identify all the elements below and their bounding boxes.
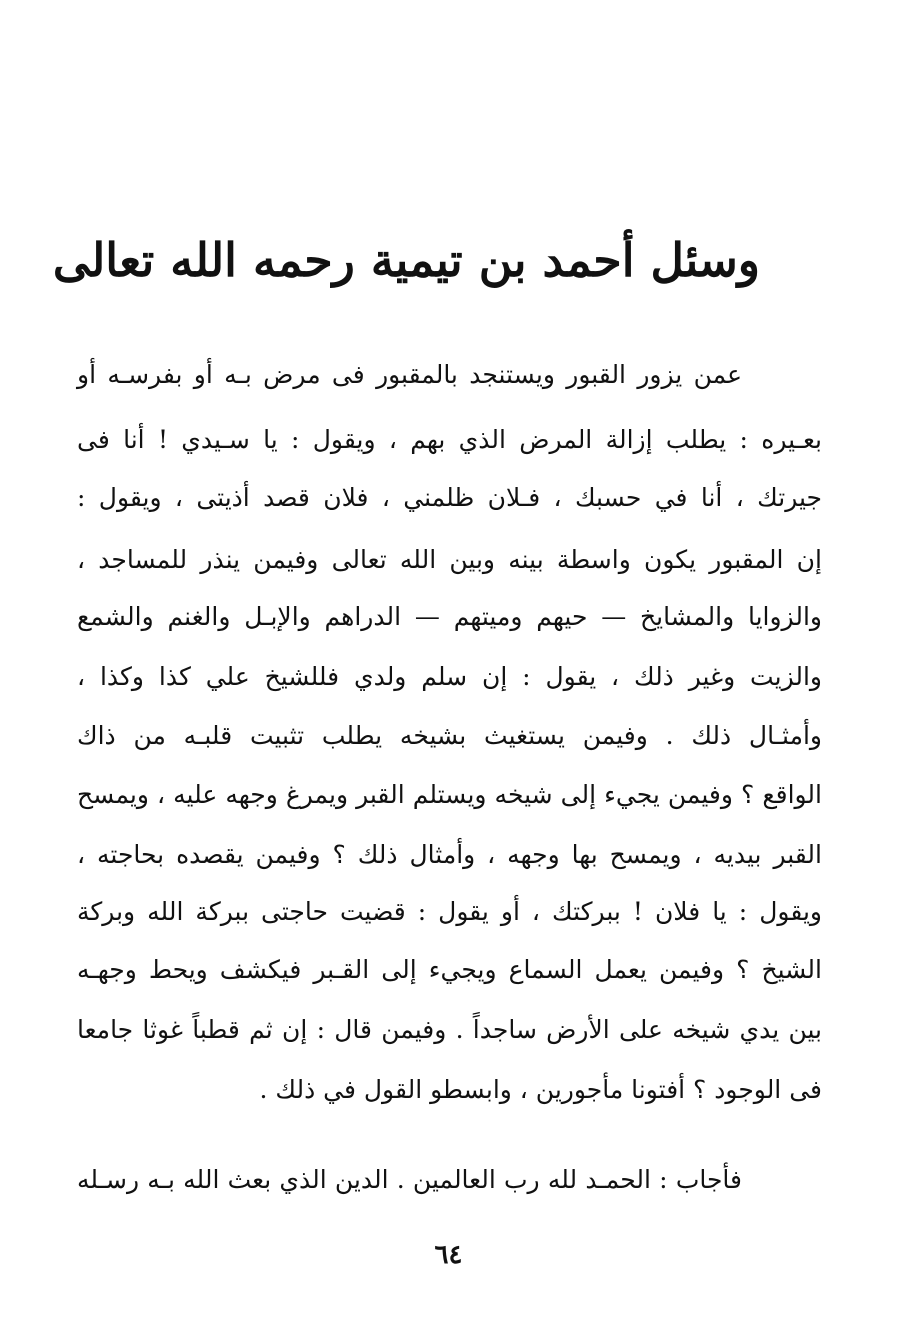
question-line: فى الوجود ؟ أفتونا مأجورين ، وابسطو القول في ذلك . [259,1075,822,1104]
question-line: عمن يزور القبور ويستنجد بالمقبور فى مرض بـه أو بفرسـه أو [77,360,742,389]
question-line: ويقول : يا فلان ! ببركتك ، أو يقول : قضيت حاجتى ببركة الله وبركة [77,897,822,926]
question-line: والزوايا والمشايخ — حيهم وميتهم — الدراهم والإبـل والغنم والشمع [77,602,822,631]
question-line: إن المقبور يكون واسطة بينه وبين الله تعالى وفيمن ينذر للمساجد ، [77,545,822,574]
question-line: جيرتك ، أنا في حسبك ، فـلان ظلمني ، فلان قصد أذيتى ، ويقول : [77,483,822,512]
question-line: القبر بيديه ، ويمسح بها وجهه ، وأمثال ذلك ؟ وفيمن يقصده بحاجته ، [77,840,822,869]
question-line: الواقع ؟ وفيمن يجيء إلى شيخه ويستلم القبر ويمرغ وجهه عليه ، ويمسح [77,780,822,809]
question-line: والزيت وغير ذلك ، يقول : إن سلم ولدي فللشيخ علي كذا وكذا ، [77,662,822,691]
page-number: ٦٤ [434,1240,463,1270]
question-line: بعـيره : يطلب إزالة المرض الذي بهم ، ويقول : يا سـيدي ! أنا فى [77,425,822,454]
question-line: بين يدي شيخه على الأرض ساجداً . وفيمن قال : إن ثم قطباً غوثا جامعا [77,1015,822,1044]
question-line: وأمثـال ذلك . وفيمن يستغيث بشيخه يطلب تثبيت قلبـه من ذاك [77,721,822,750]
question-line: الشيخ ؟ وفيمن يعمل السماع ويجيء إلى القـبر فيكشف ويحط وجهـه [77,955,822,984]
page-title: وسئل أحمد بن تيمية رحمه الله تعالى [52,233,760,287]
answer-line: فأجاب : الحمـد لله رب العالمين . الدين الذي بعث الله بـه رسـله [77,1165,742,1194]
